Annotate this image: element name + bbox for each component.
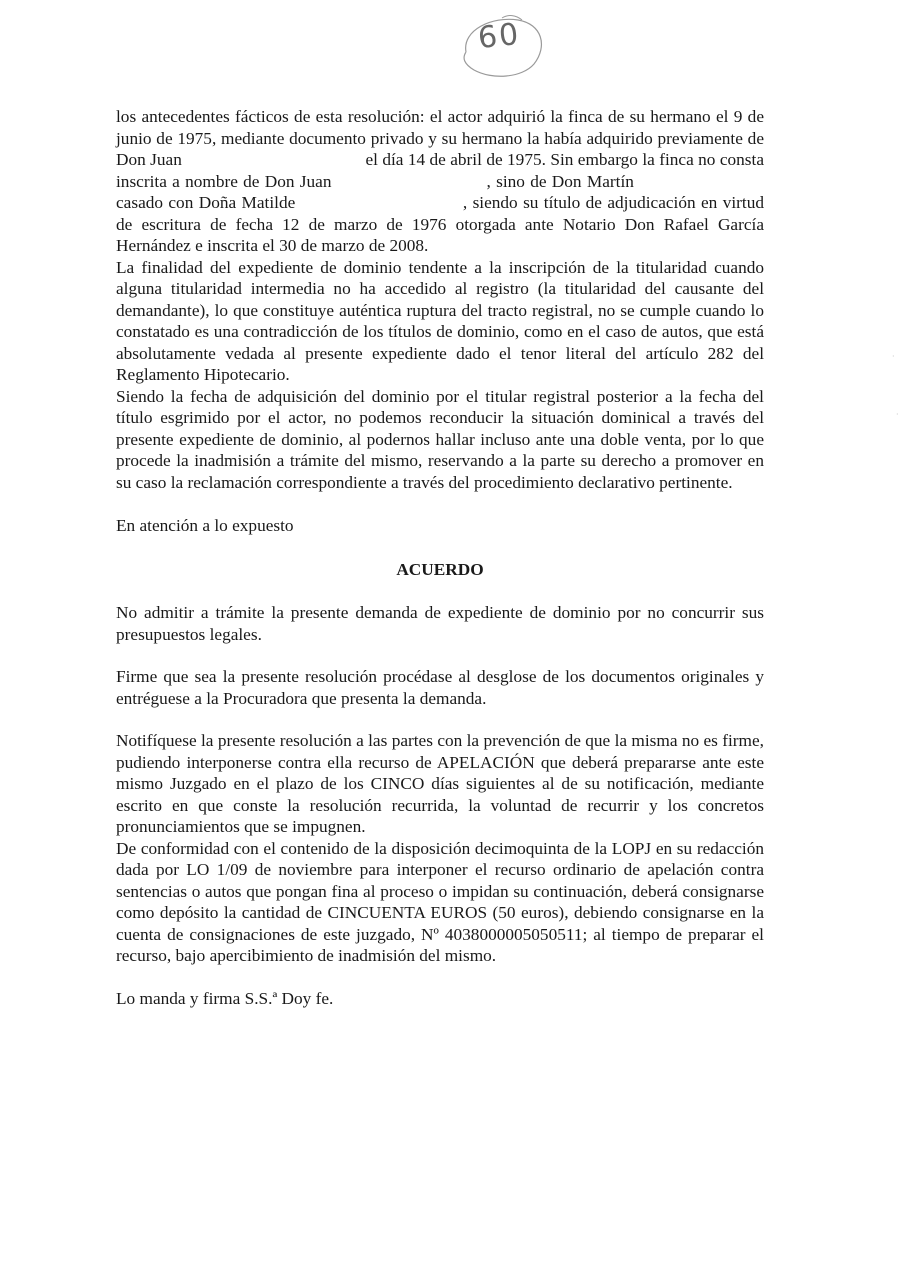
paragraph-deposit: De conformidad con el contenido de la disposición decimoquinta de la LOPJ en su redacción dada por LO 1/09 de noviembre para interponer el recurso ordinario de apelación contra sentencias o autos que pongan fina al proceso o impidan su continuación, deberá consignarse como depósito la cantidad de CINCUENTA EUROS (50 euros), debiendo consignarse en la cuenta de consignaciones de este juzgado, Nº 4038000005050511; al tiempo de preparar el recurso, bajo apercibimiento de inadmisión del mismo.: [116, 838, 764, 965]
paragraph-in-attention: En atención a lo expuesto: [116, 516, 294, 535]
paragraph-signature: Lo manda y firma S.S.ª Doy fe.: [116, 988, 334, 1008]
margin-mark: ·: [892, 352, 895, 361]
paragraph-desglose: Firme que sea la presente resolución procédase al desglose de los documentos originales y entréguese a la Procuradora que presenta la demanda.: [116, 667, 764, 708]
document-body: [116, 106, 764, 1009]
redacted-name: [639, 171, 764, 193]
paragraph-purpose: La finalidad del expediente de dominio tendente a la inscripción de la titularidad cuando alguna titularidad intermedia no ha accedido al registro (la titularidad del causante del demandante), lo que constituye auténtica ruptura del tracto registral, no se cumple cuando lo constatado es una contradicción de los títulos de dominio, como en el caso de autos, que está absolutamente vedada al presente expediente dado el tenor literal del artículo 282 del Reglamento Hipotecario.: [116, 257, 764, 384]
redacted-name: [186, 149, 361, 171]
redacted-name: [337, 171, 487, 193]
paragraph-facts: los antecedentes fácticos de esta resolución: el actor adquirió la finca de su hermano el 9 de junio de 1975, mediante documento privado y su hermano la había adquirido previamente de Don Juan el día 14 de abril de 1975. Sin embargo la finca no consta inscrita a nombre de Don Juan , sino de Don Martín casado con Doña Matilde , siendo su título de adjudicación en virtud de escritura de fecha 12 de marzo de 1976 otorgada ante Notario Don Rafael García Hernández e inscrita el 30 de marzo de 2008.: [116, 107, 765, 255]
paragraph-notification: Notifíquese la presente resolución a las partes con la prevención de que la misma no es firme, pudiendo interponerse contra ella recurso de APELACIÓN que deberá prepararse ante este mismo Juzgado en el plazo de los CINCO días siguientes al de su notificación, mediante escrito en que conste la resolución recurrida, la voluntad de recurrir y los concretos pronunciamientos que se impugnen.: [116, 731, 764, 836]
paragraph-decision: No admitir a trámite la presente demanda de expediente de dominio por no concurrir sus presupuestos legales.: [116, 603, 764, 644]
page-number-stamp: 60: [476, 16, 522, 57]
heading-acuerdo: ACUERDO: [396, 559, 484, 579]
margin-mark: ·: [896, 410, 899, 419]
paragraph-reasoning: Siendo la fecha de adquisición del dominio por el titular registral posterior a la fecha del título esgrimido por el actor, no podemos reconducir la situación dominical a través del presente expediente de dominio, al podernos hallar incluso ante una doble venta, por lo que procede la inadmisión a trámite del mismo, reservando a la parte su derecho a promover en su caso la reclamación correspondiente a través del procedimiento declarativo pertinente.: [116, 386, 764, 492]
redacted-name: [301, 192, 463, 214]
